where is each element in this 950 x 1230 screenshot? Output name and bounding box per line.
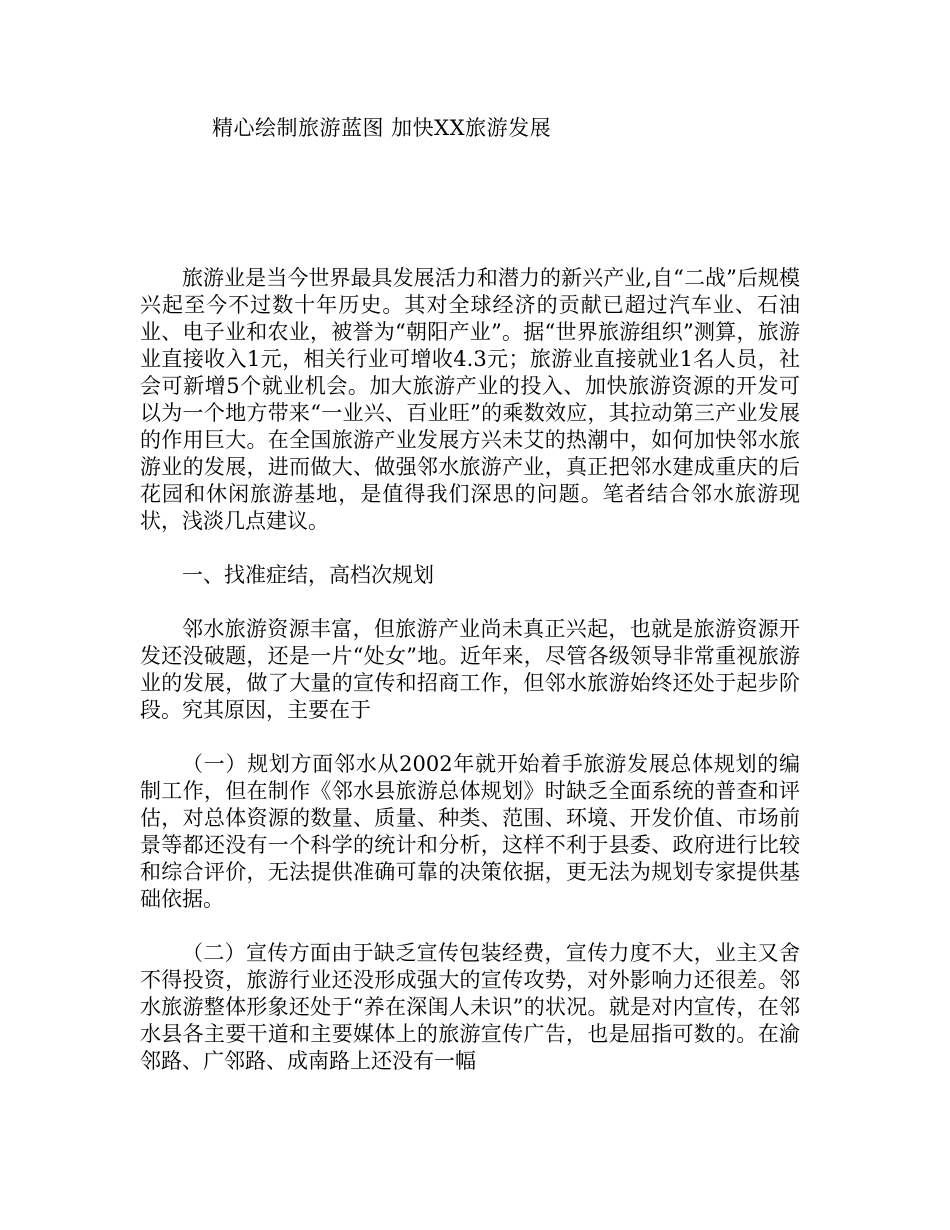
paragraph-causes: 邻水旅游资源丰富，但旅游产业尚未真正兴起，也就是旅游资源开发还没破题，还是一片“处女”地。近年来，尽管各级领导非常重视旅游业的发展，做了大量的宣传和招商工作，但邻水旅游始终还处于起步阶段。究其原因，主要在于 [140,617,800,722]
section-heading-1: 一、找准症结，高档次规划 [182,563,434,587]
document-body [140,265,800,1075]
document-title: 精心绘制旅游蓝图 加快XX旅游发展 [212,116,552,140]
paragraph-intro: 旅游业是当今世界最具发展活力和潜力的新兴产业,自“二战”后规模兴起至今不过数十年历史。其对全球经济的贡献已超过汽车业、石油业、电子业和农业，被誉为“朝阳产业”。据“世界旅游组织”测算，旅游业直接收入1元，相关行业可增收4.3元；旅游业直接就业1名人员，社会可新增5个就业机会。加大旅游产业的投入、加快旅游资源的开发可以为一个地方带来“一业兴、百业旺”的乘数效应，其拉动第三产业发展的作用巨大。在全国旅游产业发展方兴未艾的热潮中，如何加快邻水旅游业的发展，进而做大、做强邻水旅游产业，真正把邻水建成重庆的后花园和休闲旅游基地，是值得我们深思的问题。笔者结合邻水旅游现状，浅淡几点建议。 [140,266,800,533]
paragraph-publicity: （二）宣传方面由于缺乏宣传包装经费，宣传力度不大，业主又舍不得投资，旅游行业还没形成强大的宣传攻势，对外影响力还很差。邻水旅游整体形象还处于“养在深闺人未识”的状况。就是对内宣传，在邻水县各主要干道和主要媒体上的旅游宣传广告，也是屈指可数的。在渝邻路、广邻路、成南路上还没有一幅 [140,941,800,1073]
paragraph-planning: （一）规划方面邻水从2002年就开始着手旅游发展总体规划的编制工作，但在制作《邻水县旅游总体规划》时缺乏全面系统的普查和评估，对总体资源的数量、质量、种类、范围、环境、开发价值、市场前景等都还没有一个科学的统计和分析，这样不利于县委、政府进行比较和综合评价，无法提供准确可靠的决策依据，更无法为规划专家提供基础依据。 [140,752,800,911]
